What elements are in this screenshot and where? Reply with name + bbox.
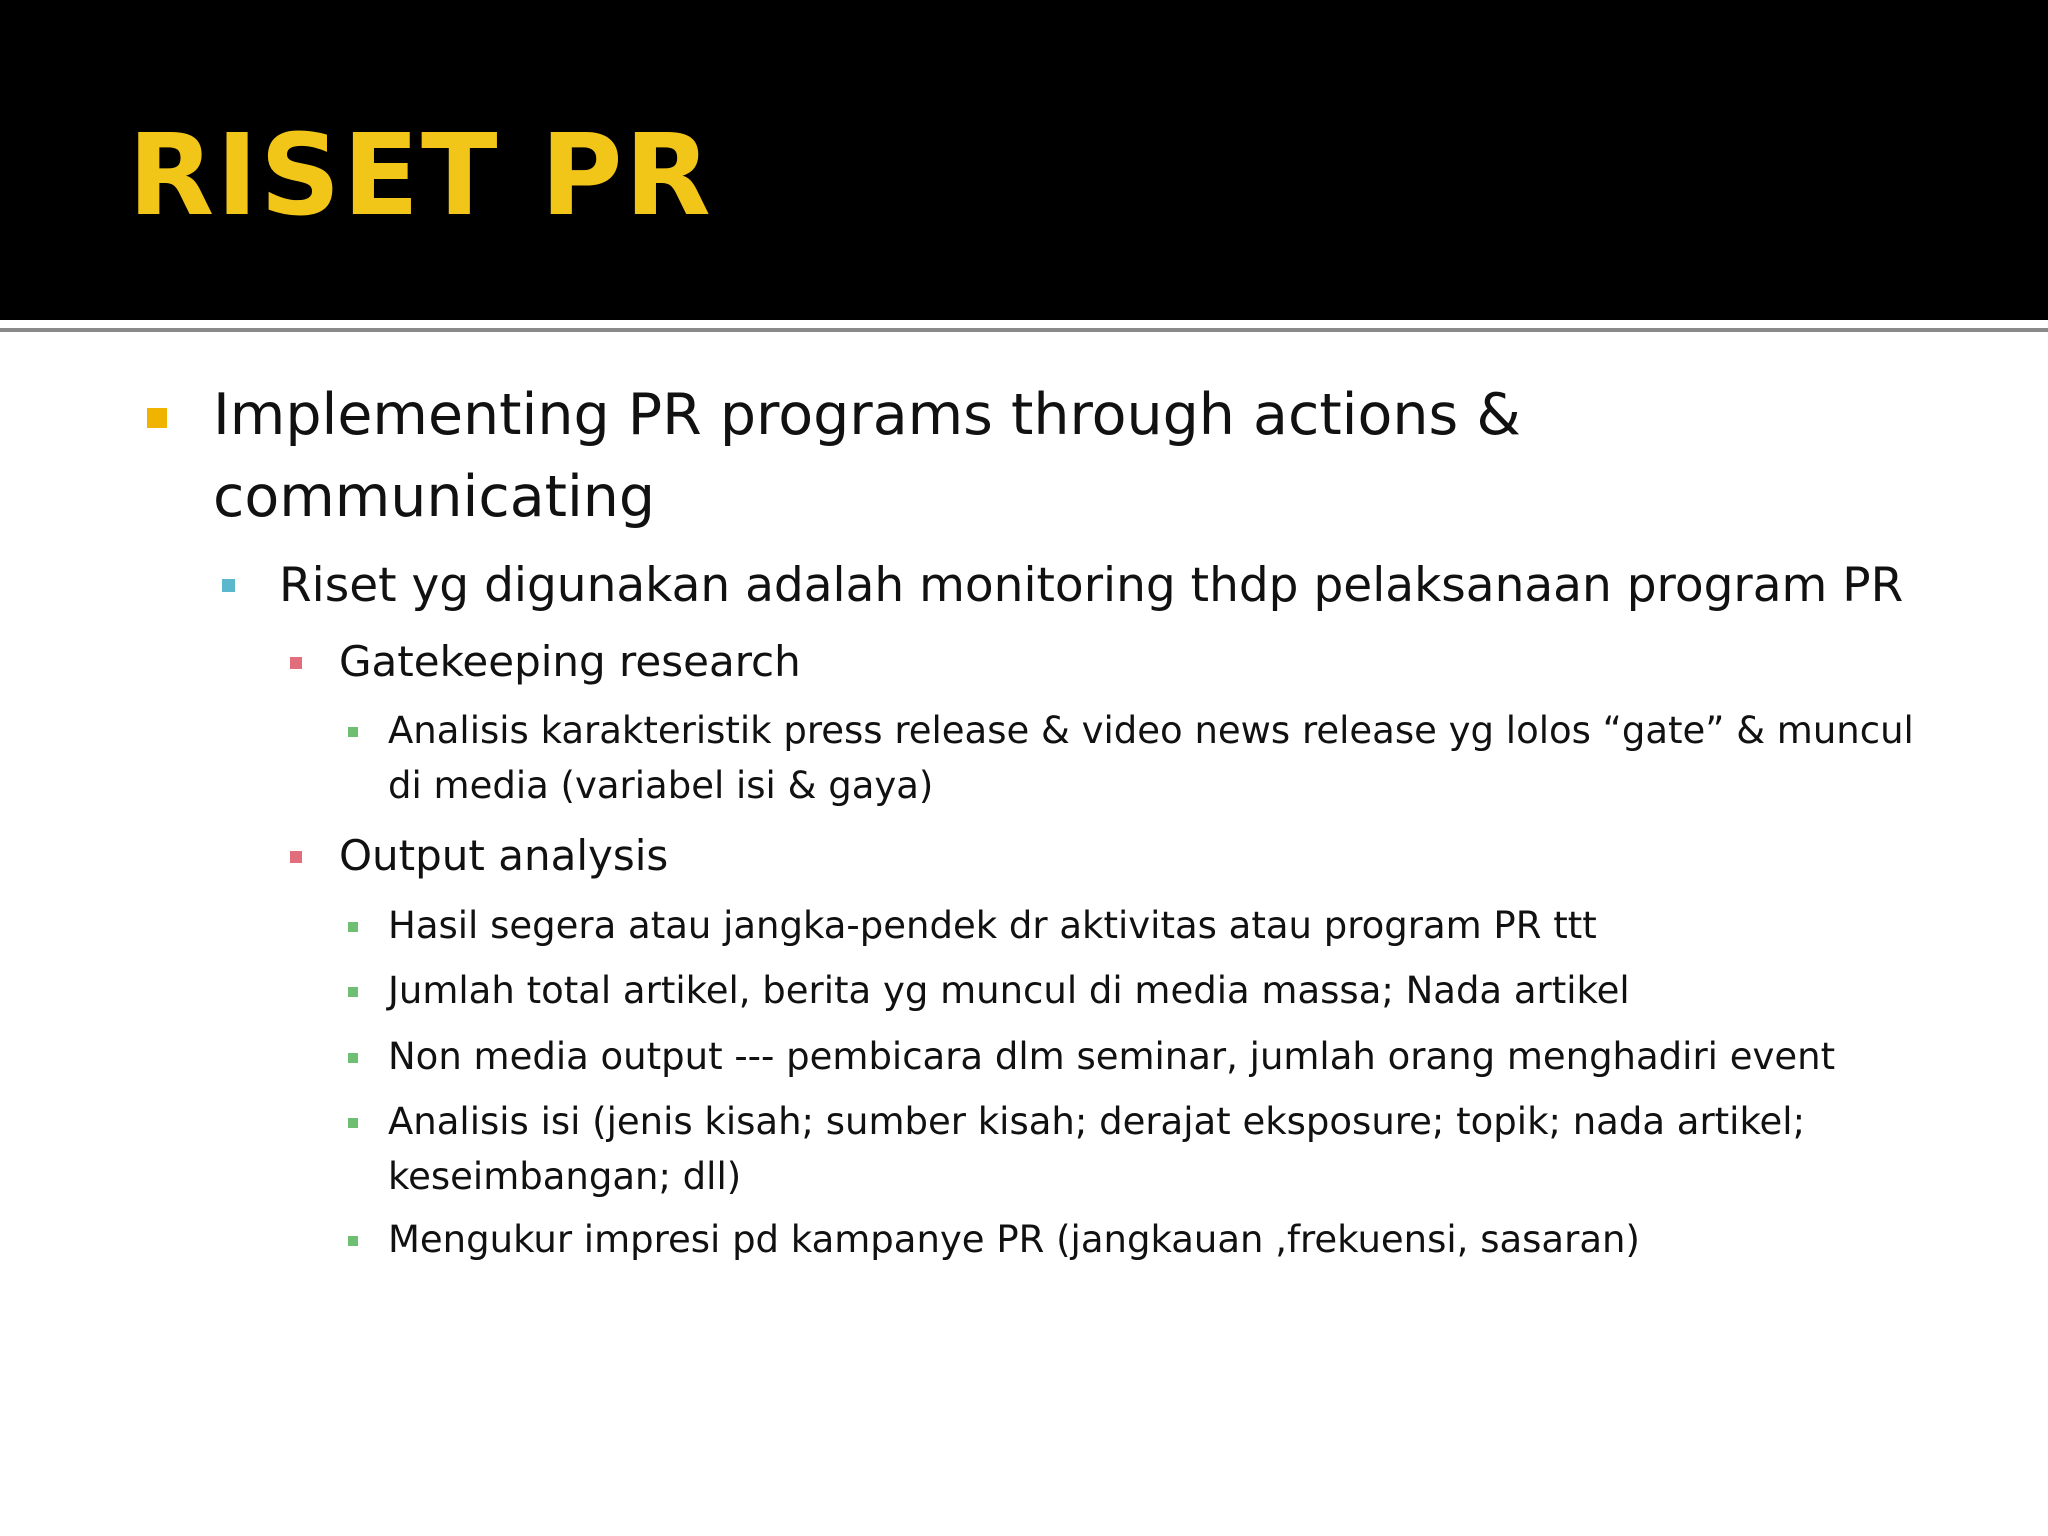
bullet-text-line: Non media output --- pembicara dlm seminar, jumlah orang menghadiri event <box>388 1035 1836 1078</box>
bullet-text-line: Implementing PR programs through actions & <box>213 382 1521 448</box>
bullet-text-line: Jumlah total artikel, berita yg muncul di media massa; Nada artikel <box>388 969 1630 1012</box>
square-bullet-icon <box>222 579 235 592</box>
bullet-text-line: di media (variabel isi & gaya) <box>388 764 934 807</box>
bullet-text-line: Riset yg digunakan adalah monitoring thdp pelaksanaan program PR <box>279 558 1904 613</box>
bullet-text-line: keseimbangan; dll) <box>388 1155 742 1198</box>
bullet-text-line: communicating <box>213 464 656 530</box>
square-bullet-icon <box>147 408 167 428</box>
square-bullet-icon <box>348 922 358 932</box>
square-bullet-icon <box>348 987 358 997</box>
bullet-text-line: Analisis isi (jenis kisah; sumber kisah; derajat eksposure; topik; nada artikel; <box>388 1100 1806 1143</box>
bullet-text-line: Analisis karakteristik press release & video news release yg lolos “gate” & muncul <box>388 709 1914 752</box>
square-bullet-icon <box>348 727 358 737</box>
square-bullet-icon <box>348 1236 358 1246</box>
square-bullet-icon <box>348 1118 358 1128</box>
square-bullet-icon <box>290 657 302 669</box>
square-bullet-icon <box>290 851 302 863</box>
square-bullet-icon <box>348 1053 358 1063</box>
bullet-text-line: Mengukur impresi pd kampanye PR (jangkauan ,frekuensi, sasaran) <box>388 1218 1640 1261</box>
bullet-text-line: Hasil segera atau jangka-pendek dr aktivitas atau program PR ttt <box>388 904 1597 947</box>
bullet-text-line: Output analysis <box>339 831 669 880</box>
slide-title: RISET PR <box>128 111 713 241</box>
bullet-text-line: Gatekeeping research <box>339 637 801 686</box>
